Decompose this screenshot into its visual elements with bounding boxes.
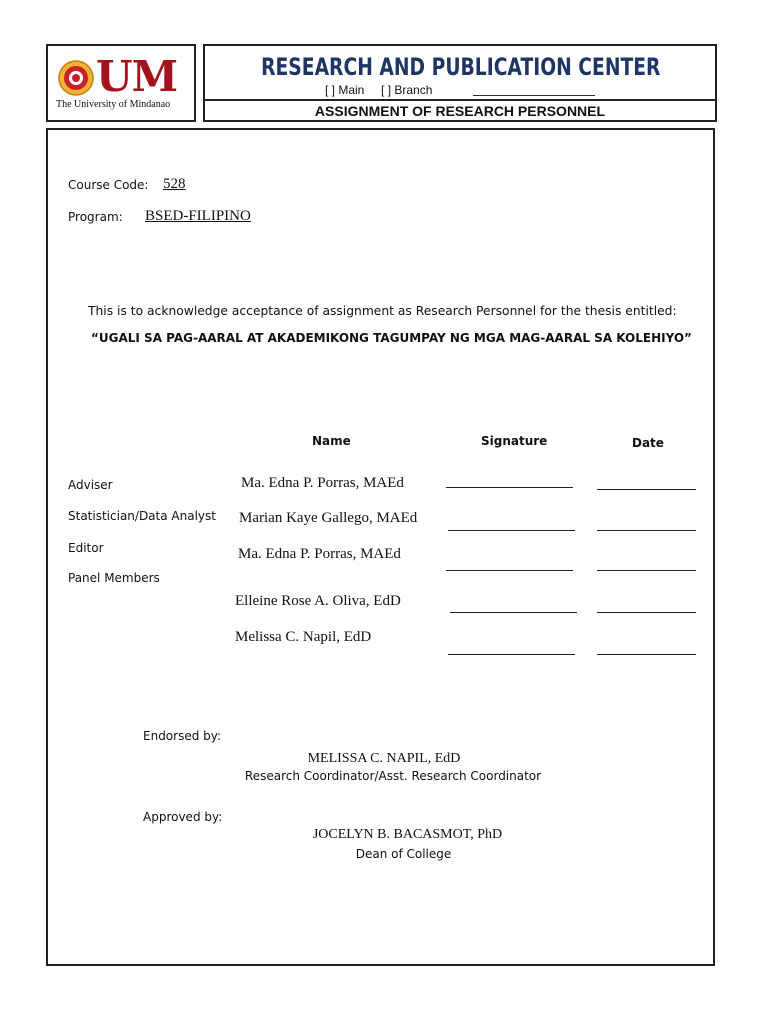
role-statistician: Statistician/Data Analyst xyxy=(68,509,216,523)
personnel-name-statistician: Marian Kaye Gallego, MAEd xyxy=(239,510,418,526)
personnel-name-adviser: Ma. Edna P. Porras, MAEd xyxy=(241,475,404,491)
endorser-name-text: MELISSA C. NAPIL, EdD xyxy=(307,751,461,766)
date-line xyxy=(597,570,696,571)
acknowledgement-text: This is to acknowledge acceptance of assignment as Research Personnel for the thesis entitled: xyxy=(88,304,677,318)
program-value: BSED-FILIPINO xyxy=(145,208,251,224)
form-title-block xyxy=(203,99,717,122)
signature-line xyxy=(446,487,573,488)
signature-column-header: Signature xyxy=(481,434,548,448)
university-seal-icon xyxy=(58,60,94,96)
center-title: RESEARCH AND PUBLICATION CENTER xyxy=(261,53,661,81)
university-logo xyxy=(46,44,196,122)
title-block xyxy=(203,44,717,99)
form-title: ASSIGNMENT OF RESEARCH PERSONNEL xyxy=(314,103,606,119)
main-checkbox-label: [ ] Main xyxy=(325,83,365,97)
thesis-title: “UGALI SA PAG-AARAL AT AKADEMIKONG TAGUMPAY NG MGA MAG-AARAL SA KOLEHIYO” xyxy=(91,331,692,345)
logo-wordmark: UM xyxy=(96,52,178,101)
personnel-name-editor: Ma. Edna P. Porras, MAEd xyxy=(238,546,401,562)
personnel-name-panel-1: Elleine Rose A. Oliva, EdD xyxy=(235,593,401,609)
signature-line xyxy=(448,530,575,531)
date-line xyxy=(597,530,696,531)
branch-blank-line xyxy=(473,95,595,96)
approver-title: Dean of College xyxy=(355,847,452,861)
endorser-title: Research Coordinator/Asst. Research Coordinator xyxy=(244,769,542,783)
approved-by-label: Approved by: xyxy=(143,810,223,824)
signature-line xyxy=(446,570,573,571)
campus-options xyxy=(325,83,432,97)
endorsed-by-label: Endorsed by: xyxy=(143,729,222,743)
date-line xyxy=(597,612,696,613)
role-adviser: Adviser xyxy=(68,478,113,492)
role-panel-members: Panel Members xyxy=(68,571,160,585)
date-line xyxy=(597,489,696,490)
role-editor: Editor xyxy=(68,541,104,555)
endorser-name xyxy=(0,751,768,767)
date-line xyxy=(597,654,696,655)
course-code-value: 528 xyxy=(163,176,186,192)
signature-line xyxy=(450,612,577,613)
approver-name: JOCELYN B. BACASMOT, PhD xyxy=(312,827,503,842)
date-column-header: Date xyxy=(632,436,664,450)
name-column-header: Name xyxy=(312,434,351,448)
logo-subtitle: The University of Mindanao xyxy=(56,99,171,110)
personnel-name-panel-2: Melissa C. Napil, EdD xyxy=(235,629,372,645)
signature-line xyxy=(448,654,575,655)
branch-checkbox-label: [ ] Branch xyxy=(381,83,433,97)
course-code-label: Course Code: xyxy=(68,178,149,192)
program-label: Program: xyxy=(68,210,123,224)
